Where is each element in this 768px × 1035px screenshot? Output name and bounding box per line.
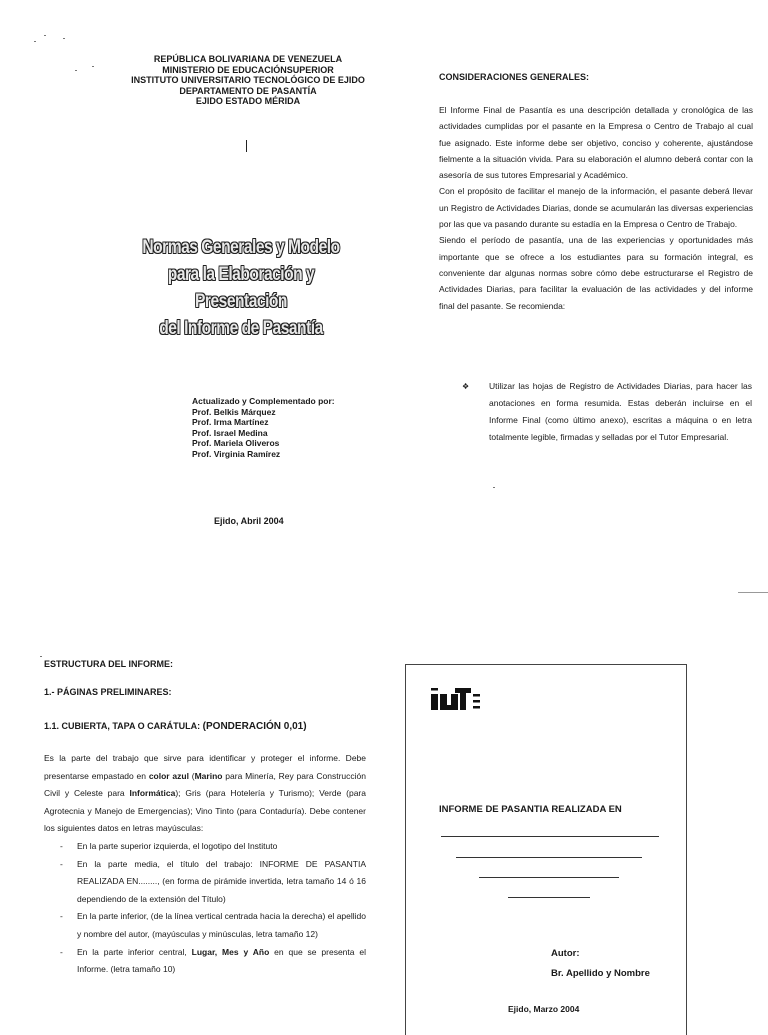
authors-heading: Actualizado y Complementado por: [192, 396, 335, 406]
scan-speck [40, 656, 42, 657]
text-bold: Lugar, Mes y Año [191, 946, 270, 957]
subsection-weight: (PONDERACIÓN 0,01) [202, 721, 307, 732]
text-span: en que se presenta el Informe. (letra tamaño 10) [77, 946, 366, 975]
vertical-mark [246, 140, 247, 152]
paragraph: El Informe Final de Pasantía es una descripción detallada y cronológica de las actividades cumplidas por el pasante en la Empresa o Centro de Trabajo al cual fue asignado. Este informe debe ser objetivo, conciso y coherente, ajustándose fielmente a la situación vivida. Para su elaboración el alumno deberá contar con la asesoría de sus tutores Empresarial y Académico. [439, 105, 753, 181]
text-span: Es la parte del trabajo que sirve para identificar y proteger el informe. Debe presentarse empastado en [44, 753, 366, 781]
author-name: Prof. Belkis Márquez [192, 406, 276, 417]
sample-cover-title: INFORME DE PASANTIA REALIZADA EN [439, 804, 622, 815]
paragraph: Siendo el período de pasantía, una de las experiencias y oportunidades más importante que se ofrece a los estudiantes para su formación integral, es conveniente dar algunas normas sobre cómo debe estructurarse el Registro de Actividades Diarias, para facilitar la evaluación de las actividades y del informe final del pasante. Se recomienda: [439, 235, 753, 311]
intro-paragraph [44, 750, 366, 838]
document-title [134, 234, 349, 342]
list-item [44, 944, 366, 979]
scan-speck [92, 66, 94, 67]
header-line: REPÚBLICA BOLIVARIANA DE VENEZUELA [153, 54, 343, 64]
scan-speck [44, 35, 46, 36]
title-line: del Informe de Pasantía [159, 318, 323, 339]
subsection-heading [44, 721, 307, 732]
text-bold: color azul [148, 770, 189, 781]
edge-mark [738, 592, 768, 593]
scan-speck [34, 41, 36, 42]
header-line: EJIDO ESTADO MÉRIDA [195, 96, 301, 106]
title-blank-line [441, 836, 659, 837]
recommendation-bullet [462, 378, 752, 446]
header-line: DEPARTAMENTO DE PASANTÍA [179, 85, 317, 96]
title-blank-line [508, 897, 590, 898]
author-name: Prof. Irma Martínez [192, 417, 269, 427]
author-label: Autor: [551, 948, 580, 959]
scan-speck [493, 487, 495, 488]
subsection-label: 1.1. CUBIERTA, TAPA O CARÁTULA: [44, 721, 203, 731]
considerations-body [439, 102, 753, 314]
header-line: MINISTERIO DE EDUCACIÓNSUPERIOR [162, 64, 334, 75]
title-blank-line [479, 877, 619, 878]
cover-date: Ejido, Abril 2004 [214, 516, 284, 526]
sample-cover-date: Ejido, Marzo 2004 [508, 1004, 580, 1014]
considerations-heading: CONSIDERACIONES GENERALES: [439, 72, 590, 82]
sample-author-block [551, 944, 650, 984]
institution-header [118, 54, 378, 107]
section-heading: 1.- PÁGINAS PRELIMINARES: [44, 687, 172, 697]
text-bold: Marino [194, 770, 223, 781]
title-line: Normas Generales y Modelo [142, 237, 340, 258]
title-line: para la Elaboración y Presentación [167, 264, 315, 312]
iute-logo-icon [431, 686, 483, 712]
paragraph: Con el propósito de facilitar el manejo de la información, el pasante deberá llevar un Registro de Actividades Diarias, donde se acumularán las diversas experiencias por las que va pasando durante su estadía en la Empresa o Centro de Trabajo. [439, 186, 753, 230]
scan-speck [63, 38, 65, 39]
text-span: para Minería, Rey para Construcción Civil y Celeste para [44, 770, 366, 799]
text-span: ( [188, 770, 195, 781]
diamond-bullet-icon: ❖ [462, 382, 470, 391]
author-name: Prof. Israel Medina [192, 427, 268, 438]
text-bold: Informática [129, 788, 176, 799]
dash-icon: - [60, 911, 63, 922]
structure-heading: ESTRUCTURA DEL INFORME: [44, 659, 173, 669]
list-item [44, 856, 366, 909]
dash-icon: - [60, 858, 63, 869]
author-placeholder: Br. Apellido y Nombre [551, 968, 650, 979]
author-name: Prof. Mariela Oliveros [192, 438, 280, 448]
text-span: En la parte inferior central, [77, 946, 192, 957]
dash-icon: - [60, 840, 63, 851]
scan-speck [75, 70, 77, 71]
list-item-text: En la parte media, el título del trabajo: INFORME DE PASANTIA REALIZADA EN........, (en forma de pirámide invertida, letra tamaño 14 ó 16 dependiendo de la extensión del Título) [77, 858, 366, 904]
title-blank-line [456, 857, 642, 858]
list-item [44, 908, 366, 943]
list-item [44, 838, 366, 856]
dash-icon: - [60, 946, 63, 957]
text-span: ); Gris (para Hotelería y Turismo); Verde (para Agrotecnia y Manejo de Emergencias); Vino Tinto (para Contaduría). Debe contener los siguientes datos en letras mayúsculas: [44, 788, 366, 834]
cover-instructions [44, 750, 366, 979]
list-item-text: En la parte inferior, (de la línea vertical centrada hacia la derecha) el apellido y nombre del autor, (mayúsculas y minúsculas, letra tamaño 12) [77, 911, 366, 939]
instruction-list [44, 838, 366, 979]
bullet-text: Utilizar las hojas de Registro de Actividades Diarias, para hacer las anotaciones en forma resumida. Estas deberán incluirse en el Informe Final (como último anexo), escritas a máquina o en letra totalmente legible, firmadas y selladas por el Tutor Empresarial. [489, 381, 752, 442]
author-name: Prof. Virginia Ramírez [192, 448, 281, 459]
header-line: INSTITUTO UNIVERSITARIO TECNOLÓGICO DE EJIDO [131, 75, 365, 85]
authors-block [192, 396, 392, 459]
list-item-text: En la parte superior izquierda, el logotipo del Instituto [77, 840, 278, 851]
